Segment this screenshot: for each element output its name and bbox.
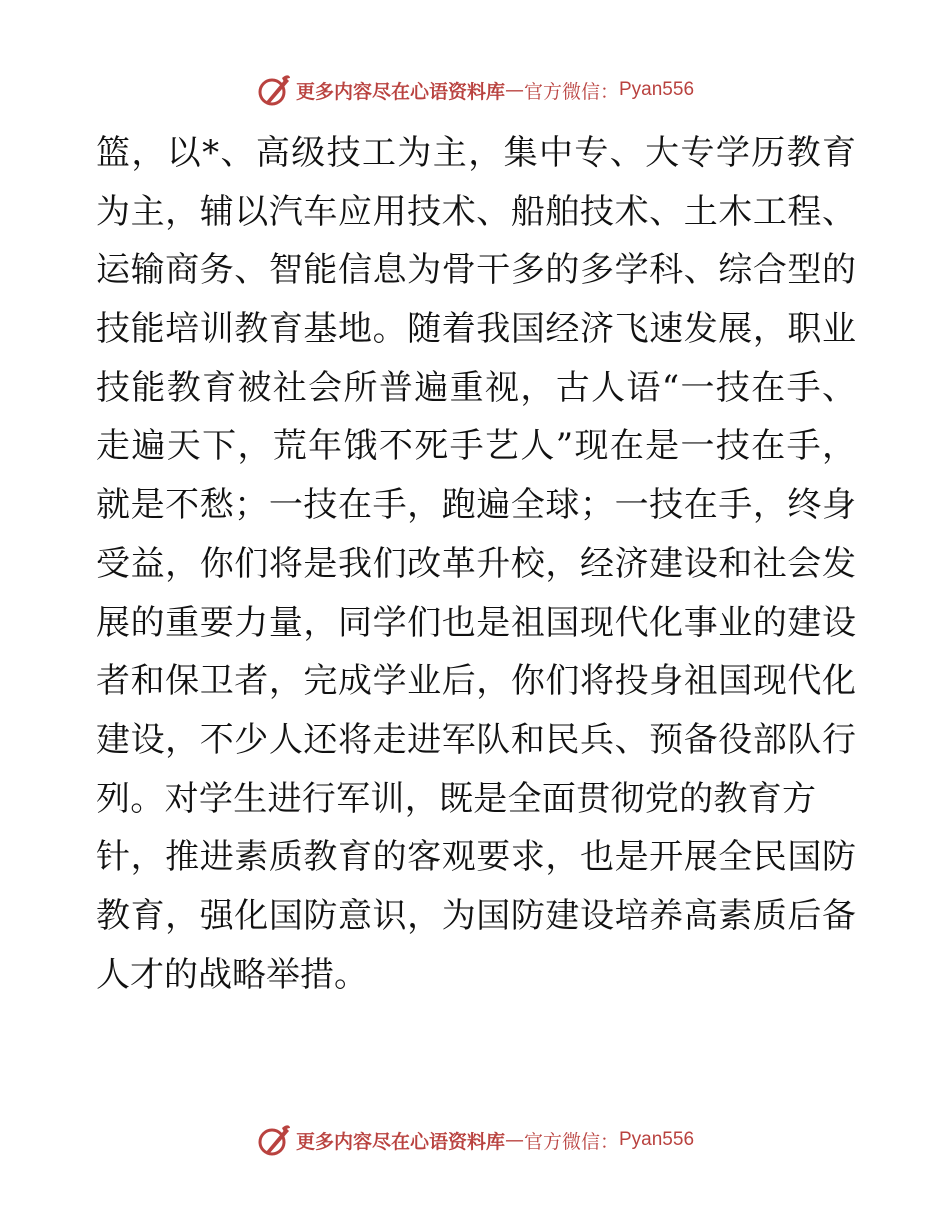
body-line-5: 技能教育被社会所普遍重视，古人语“一技在手、 [96,367,856,408]
body-line-11: 建设，不少人还将走进军队和民兵、预备役部队行 [96,719,856,760]
footer-watermark [0,1120,950,1160]
body-line-8: 受益，你们将是我们改革升校，经济建设和社会发 [96,543,856,584]
body-line-4: 技能培训教育基地。随着我国经济飞速发展，职业 [96,309,856,350]
watermark-wechat-id: Pyan556 [619,1129,695,1150]
quill-logo-icon [256,1122,292,1158]
body-line-1: 篮，以*、高级技工为主，集中专、大专学历教育 [96,133,856,173]
watermark-wechat-label: 官方微信： [523,1130,619,1153]
body-line-14: 教育，强化国防意识，为国防建设培养高素质后备 [96,895,856,936]
watermark-wechat-id: Pyan556 [619,79,695,100]
header-watermark [0,70,950,110]
watermark-separator: — [504,79,524,101]
document-body [96,124,856,1004]
body-line-13: 针，推进素质教育的客观要求，也是开展全民国防 [96,837,856,878]
watermark-wechat-label: 官方微信： [523,80,619,103]
body-line-7: 就是不愁；一技在手，跑遍全球；一技在手，终身 [96,485,856,526]
body-line-12: 列。对学生进行军训，既是全面贯彻党的教育方 [96,778,816,819]
body-line-15: 人才的战略举措。 [96,954,368,995]
watermark-brand: 更多内容尽在心语资料库 [295,1130,505,1153]
body-line-6: 走遍天下，荒年饿不死手艺人”现在是一技在手， [96,426,856,467]
watermark-brand: 更多内容尽在心语资料库 [295,80,505,103]
body-line-2: 为主，辅以汽车应用技术、船舶技术、土木工程、 [96,191,856,232]
body-line-3: 运输商务、智能信息为骨干多的多学科、综合型的 [96,250,856,291]
quill-logo-icon [256,72,292,108]
body-line-10: 者和保卫者，完成学业后，你们将投身祖国现代化 [96,661,856,702]
body-line-9: 展的重要力量，同学们也是祖国现代化事业的建设 [96,602,856,643]
watermark-separator: — [504,1129,524,1151]
